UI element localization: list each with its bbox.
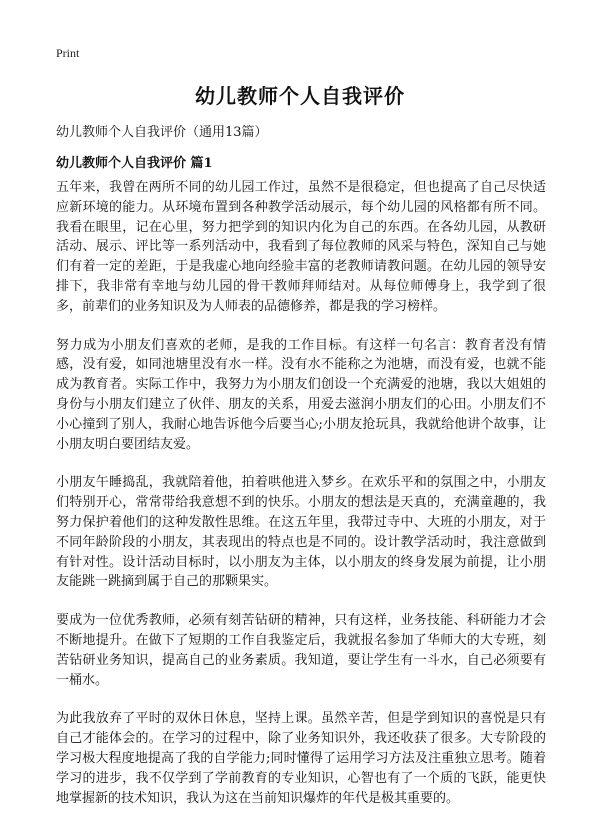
section-heading: 幼儿教师个人自我评价 篇1 bbox=[56, 156, 213, 171]
paragraph-4: 要成为一位优秀教师，必须有刻苦钻研的精神，只有这样，业务技能、科研能力才会不断地提升。在做下了短期的工作自我鉴定后，我就报名参加了华师大的大专班，刻苦钻研业务知识，提高自己的业务素质。我知道，要让学生有一斗水，自己必须要有一桶水。 bbox=[56, 613, 546, 688]
print-link[interactable]: Print bbox=[56, 46, 80, 60]
paragraph-3: 小朋友午睡捣乱，我就陪着他，拍着哄他进入梦乡。在欢乐平和的氛围之中，小朋友们特别开心，常常带给我意想不到的快乐。小朋友的想法是天真的，充满童趣的，我努力保护着他们的这种发散性思维。在这五年里，我带过寺中、大班的小朋友，对于不同年龄阶段的小朋友，其表现出的特点也是不同的。设计教学活动时，我注意做到有针对性。设计活动目标时，以小朋友为主体，以小朋友的终身发展为前提，让小朋友能跳一跳摘到属于自己的那颗果实。 bbox=[56, 475, 546, 590]
paragraph-1: 五年来，我曾在两所不同的幼儿园工作过，虽然不是很稳定，但也提高了自己尽快适应新环境的能力。从环境布置到各种教学活动展示，每个幼儿园的风格都有所不同。我看在眼里，记在心里，努力把学到的知识内化为自己的东西。在各幼儿园，从教研活动、展示、评比等一系列活动中，我看到了每位教师的风采与特色，深知自己与她们有着一定的差距，于是我虚心地向经验丰富的老教师请教问题。在幼儿园的领导安排下，我非常有幸地与幼儿园的骨干教师拜师结对。从每位师傅身上，我学到了很多，前辈们的业务知识及为人师表的品德修养，都是我的学习榜样。 bbox=[56, 180, 546, 314]
paragraph-5: 为此我放弃了平时的双休日休息，坚持上课。虽然辛苦，但是学到知识的喜悦是只有自己才能体会的。在学习的过程中，除了业务知识外，我还收获了很多。大专阶段的学习极大程度地提高了我的自学能力;同时懂得了运用学习方法及注重独立思考。随着学习的进步，我不仅学到了学前教育的专业知识，心智也有了一个质的飞跃，能更快地掌握新的技术知识，我认为这在当前知识爆炸的年代是极其重要的。 bbox=[56, 711, 546, 806]
body-text bbox=[56, 178, 546, 827]
document-subtitle: 幼儿教师个人自我评价（通用13篇） bbox=[56, 125, 268, 140]
document-title: 幼儿教师个人自我评价 bbox=[195, 84, 405, 108]
paragraph-2: 努力成为小朋友们喜欢的老师，是我的工作目标。有这样一句名言：教育者没有情感，没有爱，如同池塘里没有水一样。没有水不能称之为池塘，而没有爱，也就不能成为教育者。实际工作中，我努力为小朋友们创设一个充满爱的池塘，我以大姐姐的身份与小朋友们建立了伙伴、朋友的关系，用爱去滋润小朋友们的心田。小朋友们不小心撞到了别人，我耐心地告诉他今后要当心;小朋友抢玩具，我就给他讲个故事，让小朋友明白要团结友爱。 bbox=[56, 337, 546, 452]
